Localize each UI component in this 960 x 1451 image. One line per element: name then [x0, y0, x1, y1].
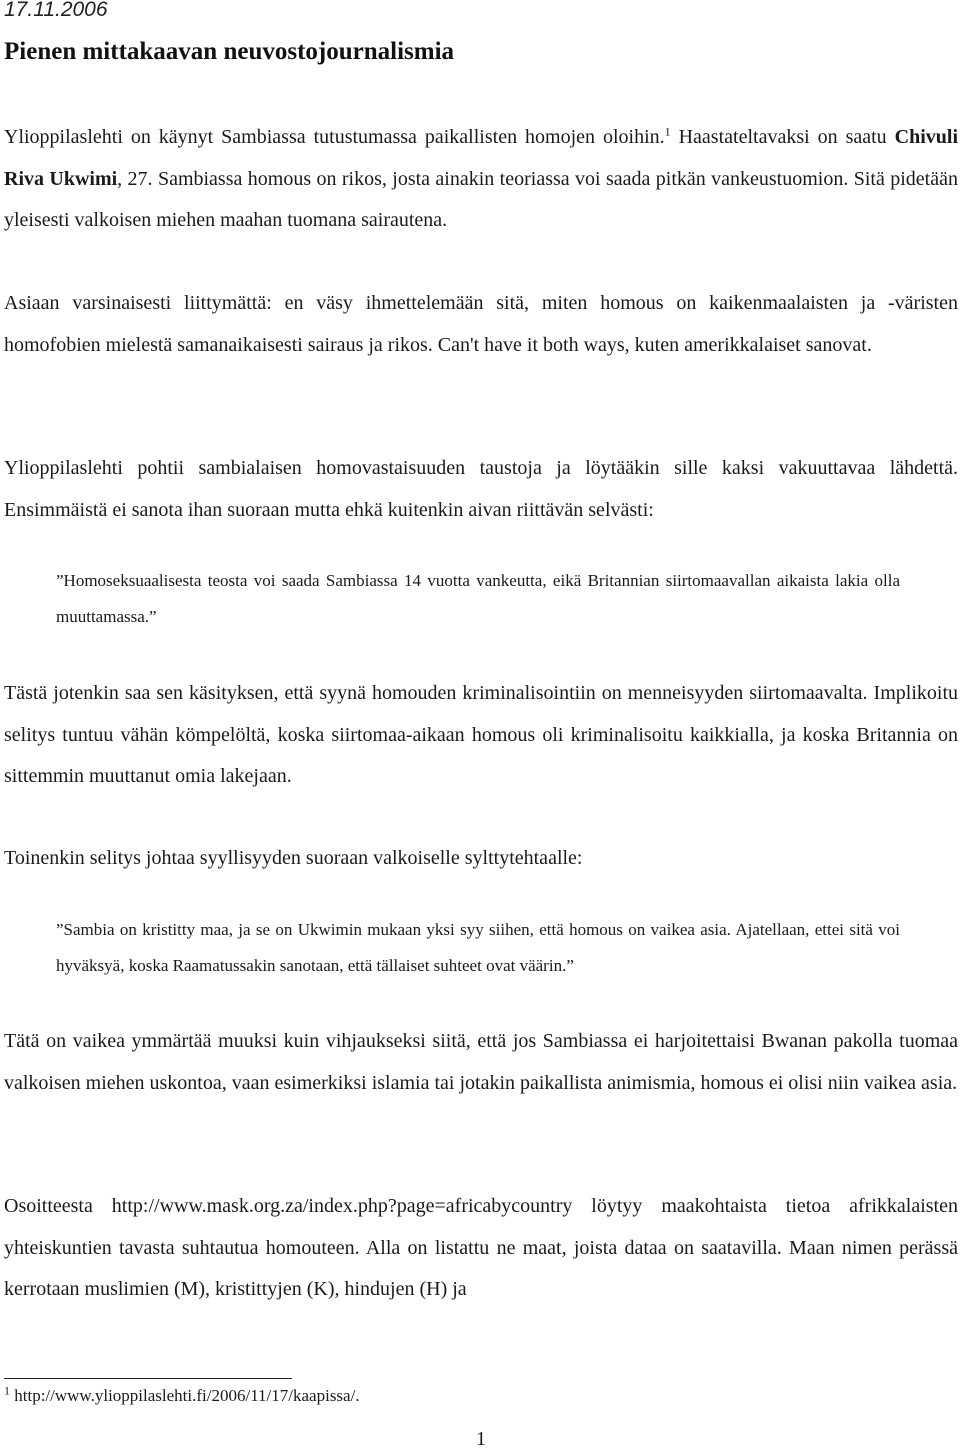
paragraph-intro-part-b: Haastateltavaksi on saatu — [670, 126, 895, 148]
paragraph-country-data: Osoitteesta http://www.mask.org.za/index.php?page=africabycountry löytyy maakohtaista tietoa afrikkalaisten yhteiskuntien tavasta suhtautua homouteen. Alla on listattu ne maat, joista dataa on saatavilla. Maan nimen perässä kerrotaan muslimien (M), kristittyjen (K), hindujen (H) ja — [4, 1195, 958, 1300]
footnote — [4, 1383, 360, 1406]
paragraph-sources: Ylioppilaslehti pohtii sambialaisen homovastaisuuden taustoja ja löytääkin sille kaksi vakuuttavaa lähdettä. Ensimmäistä ei sanota ihan suoraan mutta ehkä kuitenkin aivan riittävän selvästi: — [4, 457, 958, 521]
footnote-number: 1 — [4, 1383, 10, 1398]
paragraph-intro-part-c: , 27. Sambiassa homous on rikos, josta ainakin teoriassa voi saada pitkän vankeustuomion. Sitä pidetään yleisesti valkoisen miehen maahan tuomana sairautena. — [4, 167, 958, 231]
interviewee-name: Chivuli Riva Ukwimi — [4, 126, 958, 190]
footnote-link[interactable]: http://www.ylioppilaslehti.fi/2006/11/17/kaapissa/. — [10, 1386, 360, 1405]
document-date: 17.11.2006 — [4, 0, 108, 21]
document-title: Pienen mittakaavan neuvostojournalismia — [4, 38, 455, 65]
paragraph-aside: Asiaan varsinaisesti liittymättä: en väsy ihmettelemään sitä, miten homous on kaikenmaalaisten ja -väristen homofobien mielestä samanaikaisesti sairaus ja rikos. Can't have it both ways, kuten amerikkalaiset sanovat. — [4, 292, 958, 356]
paragraph-religion: Tätä on vaikea ymmärtää muuksi kuin vihjaukseksi siitä, että jos Sambiassa ei harjoitettaisi Bwanan pakolla tuomaa valkoisen miehen uskontoa, vaan esimerkiksi islamia tai jotakin paikallista animismia, homous ei olisi niin vaikea asia. — [4, 1030, 958, 1094]
page-number: 1 — [476, 1428, 486, 1450]
footnote-divider — [4, 1378, 292, 1379]
paragraph-intro — [4, 117, 958, 242]
quote-christian-country: ”Sambia on kristitty maa, ja se on Ukwimin mukaan yksi syy siihen, että homous on vaikea asia. Ajatellaan, ettei sitä voi hyväksyä, koska Raamatussakin sanotaan, että tällaiset suhteet ovat väärin.” — [56, 920, 900, 975]
quote-colonial-law: ”Homoseksuaalisesta teosta voi saada Sambiassa 14 vuotta vankeutta, eikä Britannian siirtomaavallan aikaista lakia olla muuttamassa.” — [56, 571, 900, 626]
document-page — [4, 0, 958, 1451]
paragraph-second-explanation: Toinenkin selitys johtaa syyllisyyden suoraan valkoiselle sylttytehtaalle: — [4, 847, 583, 869]
paragraph-colonial-explanation: Tästä jotenkin saa sen käsityksen, että syynä homouden kriminalisointiin on menneisyyden siirtomaavalta. Implikoitu selitys tuntuu vähän kömpelöltä, koska siirtomaa-aikaan homous oli kriminalisoitu kaikkialla, ja koska Britannia on sittemmin muuttanut omia lakejaan. — [4, 682, 958, 787]
paragraph-intro-part-a: Ylioppilaslehti on käynyt Sambiassa tutustumassa paikallisten homojen oloihin. — [4, 126, 665, 148]
footnote-reference[interactable]: 1 — [664, 124, 671, 139]
